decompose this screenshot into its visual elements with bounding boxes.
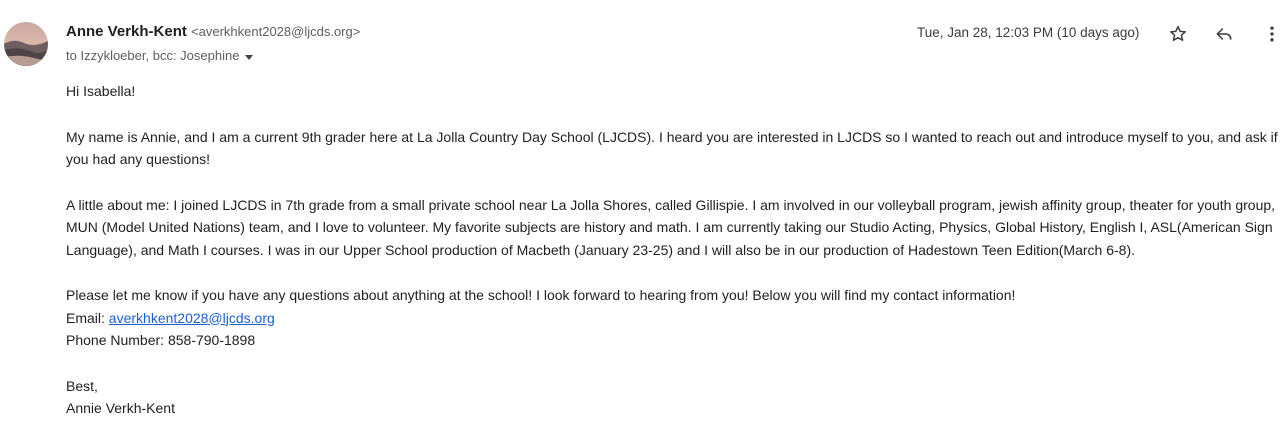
more-vert-icon (1262, 24, 1280, 44)
message-body (66, 80, 1278, 420)
star-icon (1168, 24, 1188, 44)
sender-name[interactable]: Anne Verkh-Kent (66, 23, 187, 40)
recipients-text: to Izzykloeber, bcc: Josephine (66, 48, 240, 63)
avatar[interactable] (4, 22, 48, 66)
email-line (66, 307, 1278, 330)
star-button[interactable] (1166, 22, 1190, 46)
chevron-down-icon[interactable] (245, 55, 253, 60)
recipients-line[interactable] (66, 47, 253, 65)
sender-line (66, 22, 360, 42)
message-date: Tue, Jan 28, 12:03 PM (10 days ago) (917, 25, 1140, 40)
email-label: Email: (66, 309, 109, 326)
email-link[interactable]: averkhkent2028@ljcds.org (108, 309, 275, 326)
closing: Best, (66, 377, 98, 394)
sender-email[interactable]: <averkhkent2028@ljcds.org> (191, 24, 361, 39)
more-options-button[interactable] (1260, 22, 1280, 46)
reply-icon (1214, 24, 1234, 44)
signature: Annie Verkh-Kent (66, 400, 175, 416)
message-header (66, 22, 1280, 66)
paragraph-intro: My name is Annie, and I am a current 9th grader here at La Jolla Country Day School (LJCDS). I heard you are interested in LJCDS so I wanted to reach out and introduce myself to you, and ask if you had any questions! (66, 128, 1278, 167)
avatar-image (4, 22, 48, 66)
paragraph-about: A little about me: I joined LJCDS in 7th grade from a small private school near La Jolla Shores, called Gillispie. I am involved in our volleyball program, jewish affinity group, theater for youth group, MUN (Model United Nations) team, and I love to volunteer. My favorite subjects are history and math. I am currently taking our Studio Acting, Physics, Global History, English I, ASL(American Sign Language), and Math I courses. I was in our Upper School production of Macbeth (January 23-25) and I will also be in our production of Hadestown Teen Edition(March 6-8). (66, 196, 1276, 258)
phone-line: Phone Number: 858-790-1898 (66, 332, 256, 348)
paragraph-questions: Please let me know if you have any questions about anything at the school! I look forward to hearing from you! Below you will find my contact information! (66, 287, 1016, 303)
reply-button[interactable] (1212, 22, 1236, 46)
greeting: Hi Isabella! (66, 83, 136, 99)
